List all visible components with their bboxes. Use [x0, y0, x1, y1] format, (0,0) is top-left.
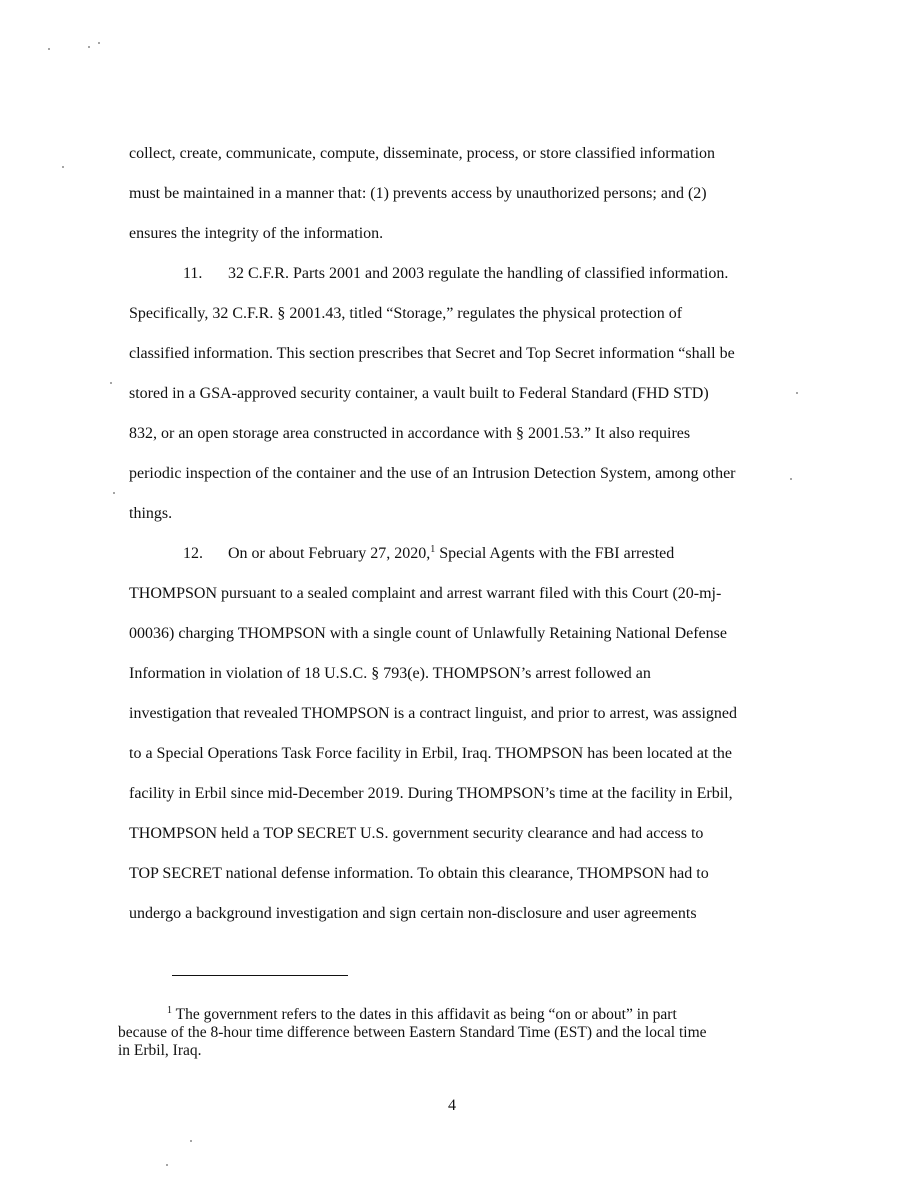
- text-line: TOP SECRET national defense information. To obtain this clearance, THOMPSON had to: [129, 865, 709, 882]
- text-line: THOMPSON held a TOP SECRET U.S. government security clearance and had access to: [129, 825, 704, 842]
- text-line: ensures the integrity of the information.: [129, 225, 384, 242]
- text-line: THOMPSON pursuant to a sealed complaint and arrest warrant filed with this Court (20-mj-: [129, 585, 722, 602]
- text-line: Information in violation of 18 U.S.C. § 793(e). THOMPSON’s arrest followed an: [129, 665, 651, 682]
- page-number: 4: [448, 1097, 456, 1114]
- paragraph-11: [129, 254, 789, 534]
- text-line: 832, or an open storage area constructed in accordance with § 2001.53.” It also requires: [129, 425, 691, 442]
- footnote-divider: [172, 975, 348, 976]
- footnote-marker: 1: [167, 1005, 172, 1016]
- scan-speck: [166, 1164, 168, 1166]
- scan-speck: [88, 46, 90, 48]
- text-line: things.: [129, 505, 173, 522]
- text-segment: On or about February 27, 2020,: [228, 545, 431, 562]
- footnote-text-line: in Erbil, Iraq.: [118, 1042, 202, 1059]
- paragraph-number: 11.: [183, 265, 203, 282]
- text-line: 00036) charging THOMPSON with a single count of Unlawfully Retaining National Defense: [129, 625, 727, 642]
- paragraph-first-line: [129, 534, 789, 574]
- text-line: must be maintained in a manner that: (1) prevents access by unauthorized persons; and (2): [129, 185, 707, 202]
- footnote: [118, 1006, 798, 1060]
- footnote-reference[interactable]: 1: [430, 544, 436, 555]
- text-line: classified information. This section prescribes that Secret and Top Secret information “shall be: [129, 345, 735, 362]
- paragraph-continued: [129, 134, 789, 254]
- text-line: collect, create, communicate, compute, disseminate, process, or store classified information: [129, 145, 716, 162]
- scan-speck: [62, 166, 64, 168]
- scan-speck: [113, 492, 115, 494]
- footnote-text-line: because of the 8-hour time difference between Eastern Standard Time (EST) and the local time: [118, 1024, 707, 1041]
- text-line: 32 C.F.R. Parts 2001 and 2003 regulate the handling of classified information.: [228, 265, 729, 282]
- text-line: undergo a background investigation and sign certain non-disclosure and user agreements: [129, 905, 697, 922]
- text-line: facility in Erbil since mid-December 2019. During THOMPSON’s time at the facility in Erbil,: [129, 785, 733, 802]
- scan-speck: [190, 1140, 192, 1142]
- paragraph-number: 12.: [183, 545, 203, 562]
- text-line: to a Special Operations Task Force facility in Erbil, Iraq. THOMPSON has been located at the: [129, 745, 733, 762]
- footnote-text-line: The government refers to the dates in this affidavit as being “on or about” in part: [172, 1006, 677, 1023]
- scan-speck: [98, 42, 100, 44]
- scan-speck: [110, 382, 112, 384]
- footnote-first-line: [118, 1006, 798, 1024]
- affidavit-body: [129, 134, 789, 934]
- text-segment: Special Agents with the FBI arrested: [435, 545, 675, 562]
- text-line: investigation that revealed THOMPSON is a contract linguist, and prior to arrest, was assigned: [129, 705, 738, 722]
- text-line: stored in a GSA-approved security container, a vault built to Federal Standard (FHD STD): [129, 385, 709, 402]
- text-line: Specifically, 32 C.F.R. § 2001.43, titled “Storage,” regulates the physical protection of: [129, 305, 683, 322]
- scan-speck: [796, 392, 798, 394]
- scan-speck: [790, 478, 792, 480]
- text-line: periodic inspection of the container and the use of an Intrusion Detection System, among other: [129, 465, 736, 482]
- paragraph-12: [129, 534, 789, 934]
- paragraph-first-line: [129, 254, 789, 294]
- scan-speck: [48, 48, 50, 50]
